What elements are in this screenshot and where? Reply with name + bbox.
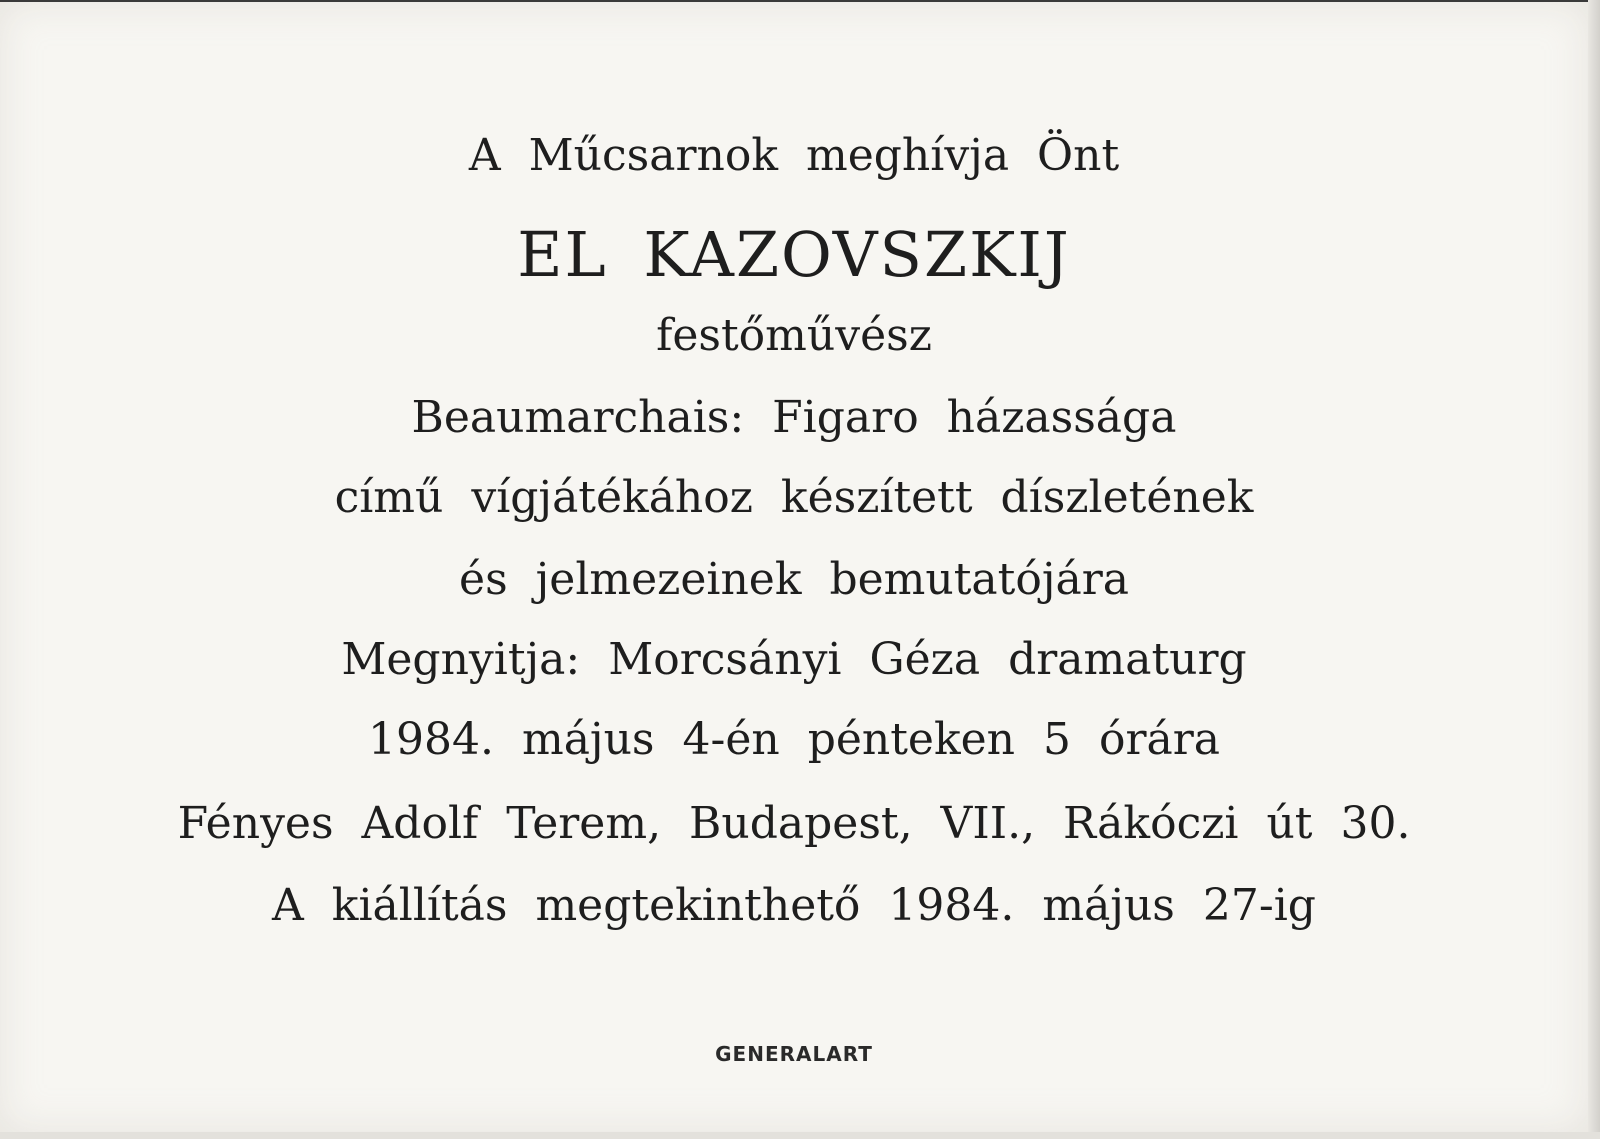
opening-speaker: Megnyitja: Morcsányi Géza dramaturg: [341, 634, 1247, 685]
venue-address: Fényes Adolf Terem, Budapest, VII., Rákóczi út 30.: [177, 798, 1411, 849]
exhibition-description-cont: és jelmezeinek bemutatójára: [459, 554, 1129, 605]
opening-date-time: 1984. május 4-én pénteken 5 órára: [368, 714, 1220, 765]
invitation-text: [0, 2, 1588, 1132]
exhibition-closing-date: A kiállítás megtekinthető 1984. május 27-ig: [272, 880, 1316, 931]
exhibition-description: című vígjátékához készített díszletének: [334, 472, 1254, 523]
printer-imprint: GENERALART: [715, 1042, 873, 1066]
invitation-intro: A Műcsarnok meghívja Önt: [468, 130, 1120, 181]
card-bottom-edge: [0, 1132, 1600, 1139]
invitation-card: [0, 2, 1588, 1132]
play-title: Beaumarchais: Figaro házassága: [411, 392, 1177, 443]
artist-name: EL KAZOVSZKIJ: [517, 218, 1071, 291]
artist-profession: festőművész: [656, 310, 932, 361]
card-right-edge: [1588, 0, 1600, 1139]
